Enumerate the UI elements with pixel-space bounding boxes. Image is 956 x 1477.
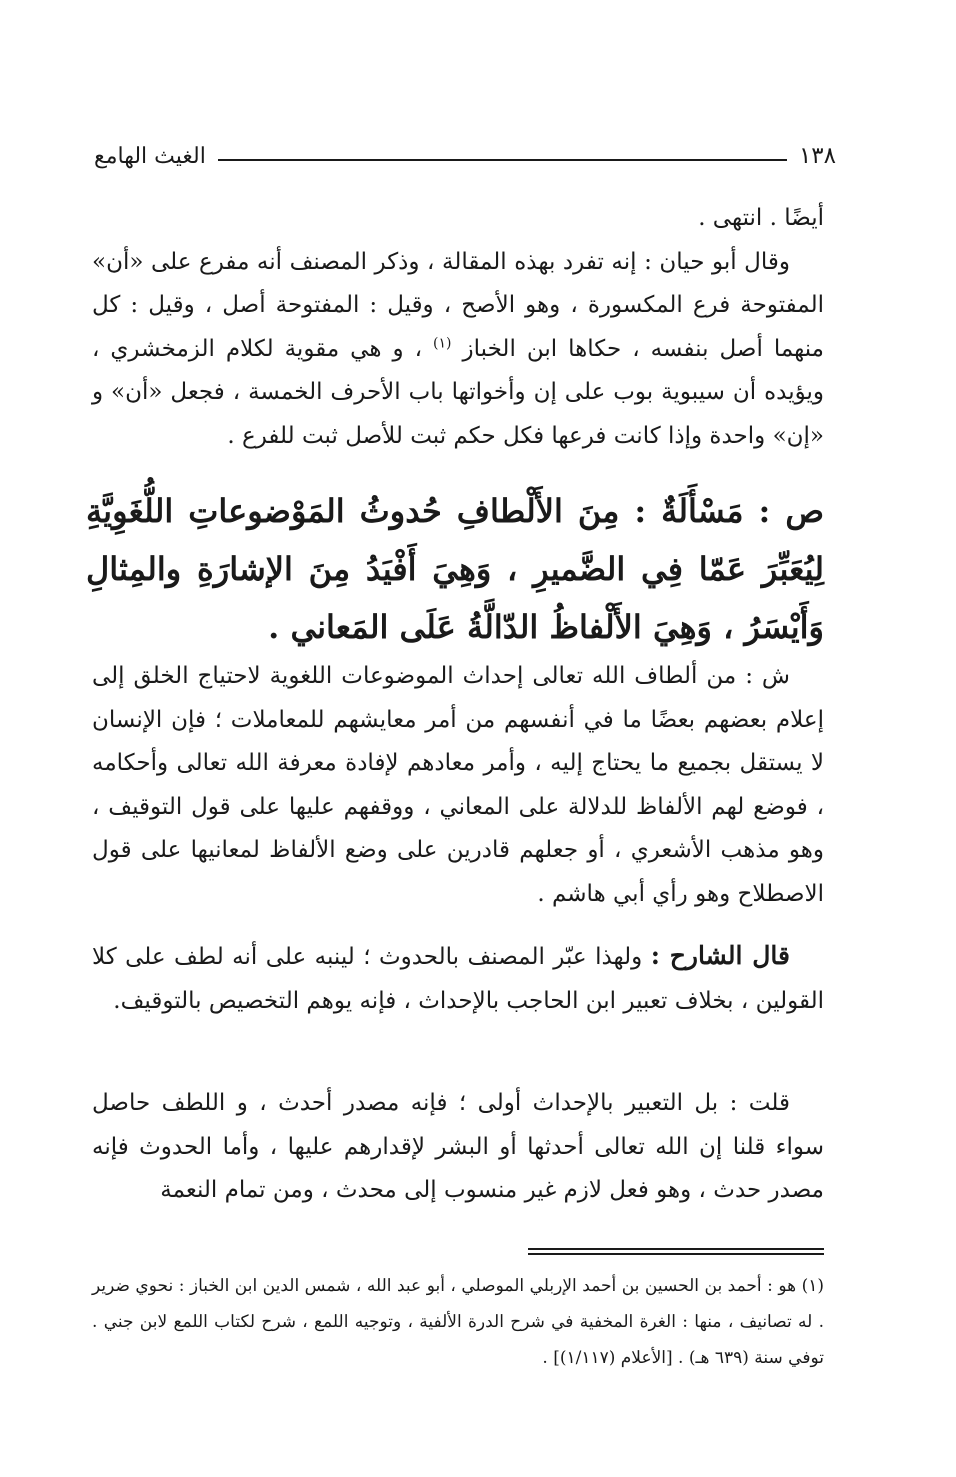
- sharih-text: ولهذا عبّر المصنف بالحدوث ؛ لينبه على أنه لطف على كلا القولين ، بخلاف تعبير ابن الحاجب بالإحداث ، فإنه يوهم التخصيص بالتوقيف.: [92, 944, 824, 1014]
- footnote: [92, 1268, 824, 1376]
- paragraph-text: وقال أبو حيان : إنه تفرد بهذه المقالة ، وذكر المصنف أنه مفرع على «أن» المفتوحة فرع المكسورة ، وهو الأصح ، وقيل : المفتوحة أصل ، وقيل : كل منهما أصل بنفسه ، حكاها ابن الخباز: [92, 248, 825, 362]
- text-block-qultu: [92, 1082, 824, 1213]
- paragraph-commentary: ش : من ألطاف الله تعالى إحداث الموضوعات اللغوية لاحتياج الخلق إلى إعلام بعضهم بعضًا ما في أنفسهم من أمر معايشهم للمعاملات ؛ فإن الإنسان لا يستقل بجميع ما يحتاج إليه ، وأمر معادهم لإفادة معرفة الله تعالى وأحكامه ، فوضع لهم الألفاظ للدلالة على المعاني ، ووقفهم عليها على قول التوقيف ، وهو مذهب الأشعري ، أو جعلهم قادرين على وضع الألفاظ لمعانيها على قول الاصطلاح وهو رأي أبي هاشم .: [92, 663, 824, 907]
- paragraph-qultu: قلت : بل التعبير بالإحداث أولى ؛ فإنه مصدر أحدث ، و اللطف حاصل سواء قلنا إن الله تعالى أحدثها أو البشر لإقدارهم عليها ، وأما الحدوث فإنه مصدر حدث ، وهو فعل لازم غير منسوب إلى محدث ، ومن تمام النعمة: [92, 1090, 824, 1203]
- paragraph-text-tail: ، و هي مقوية لكلام الزمخشري ، ويؤيده أن سيبوية بوب على إن وأخواتها باب الأحرف الخمسة ، فجعل «أن» و «إن» واحدة وإذا كانت فرعها فكل حكم ثبت للأصل ثبت للفرع .: [92, 335, 824, 449]
- text-block-abu-hayyan: [92, 197, 824, 458]
- paragraph-sharih: [92, 934, 824, 1023]
- matn-issue-heading: ص : مَسْأَلَةٌ : مِنَ الأَلْطافِ حُدوثُ المَوْضوعاتِ اللُّغَوِيَّةِ لِيُعَبِّرَ عَمّا فِي الضَّميرِ ، وَهِيَ أَفْيَدُ مِنَ الإشارَةِ والمِثالِ وَأَيْسَرُ ، وَهِيَ الأَلْفاظُ الدّالَّةُ عَلَى المَعاني .: [86, 492, 824, 646]
- footnote-separator: [528, 1248, 824, 1255]
- page-number: ١٣٨: [798, 143, 836, 169]
- running-header: [94, 138, 836, 174]
- text-block-sharih: [92, 934, 824, 1023]
- paragraph-abu-hayyan: [92, 241, 824, 459]
- sharih-lead: قال الشارح :: [650, 941, 790, 970]
- footnote-text: (١) هو : أحمد بن الحسين بن أحمد الإربلي الموصلي ، أبو عبد الله ، شمس الدين ابن الخباز : نحوي ضرير . له تصانيف ، منها : الغرة المخفية في شرح الدرة الألفية ، وتوجيه اللمع ، شرح لكتاب اللمع لابن جني . توفي سنة (٦٣٩ هـ) . [الأعلام (١/١١٧)] .: [92, 1276, 824, 1368]
- text-block-commentary: [92, 655, 824, 916]
- continued-line: أيضًا . انتهى .: [698, 205, 824, 231]
- footnote-reference[interactable]: (١): [433, 334, 452, 351]
- header-rule: [218, 159, 787, 161]
- running-title: الغيث الهامع: [94, 143, 206, 169]
